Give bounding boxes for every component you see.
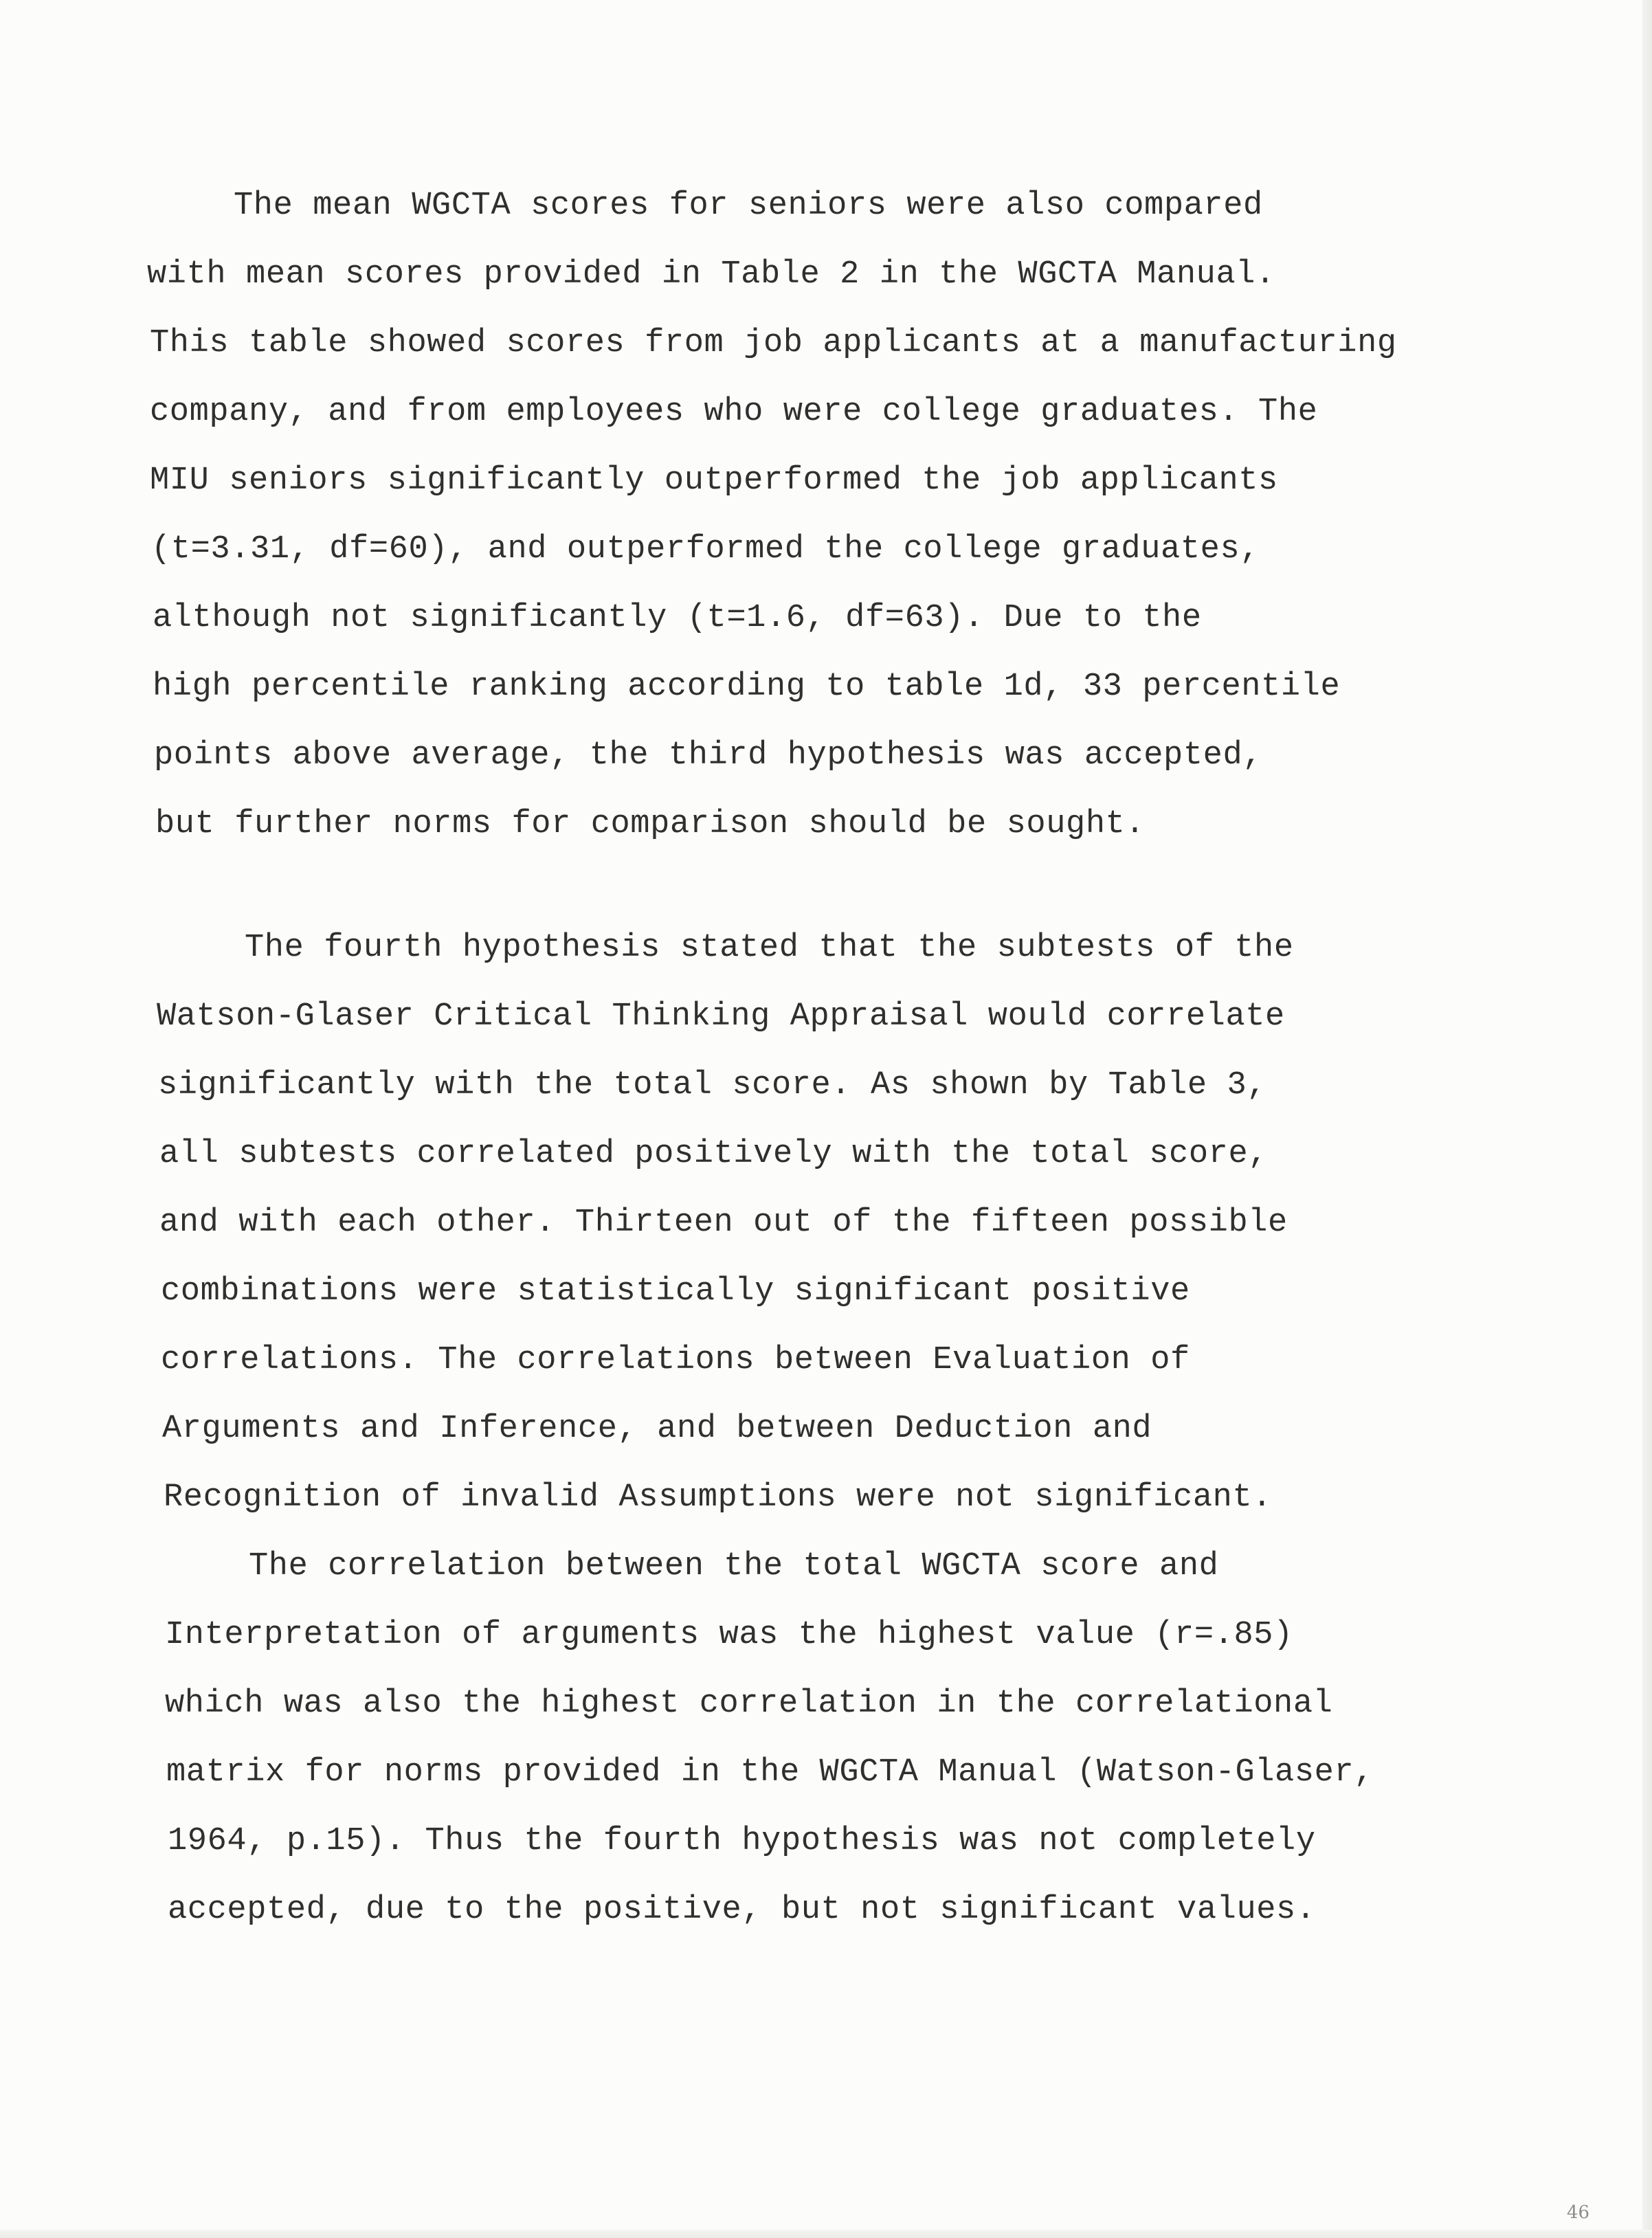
text-line: Watson-Glaser Critical Thinking Appraisal would correlate: [157, 998, 1285, 1035]
page-number: 46: [1567, 2202, 1590, 2223]
text-line: which was also the highest correlation in the correlational: [165, 1686, 1333, 1722]
text-line: MIU seniors significantly outperformed the job applicants: [150, 462, 1278, 499]
text-line: 1964, p.15). Thus the fourth hypothesis was not completely: [168, 1823, 1316, 1859]
text-line: but further norms for comparison should be sought.: [155, 806, 1146, 842]
text-line: combinations were statistically significant positive: [161, 1273, 1190, 1310]
text-line: although not significantly (t=1.6, df=63). Due to the: [153, 600, 1202, 636]
text-line: company, and from employees who were college graduates. The: [150, 394, 1318, 430]
text-line: This table showed scores from job applicants at a manufacturing: [150, 325, 1397, 361]
text-line: with mean scores provided in Table 2 in the WGCTA Manual.: [147, 256, 1275, 293]
text-line: (t=3.31, df=60), and outperformed the college graduates,: [151, 531, 1260, 568]
text-line: The correlation between the total WGCTA score and: [249, 1548, 1219, 1585]
text-line: accepted, due to the positive, but not significant values.: [168, 1892, 1316, 1928]
text-line: and with each other. Thirteen out of the fifteen possible: [159, 1205, 1288, 1241]
text-line: significantly with the total score. As shown by Table 3,: [158, 1067, 1267, 1104]
text-line: matrix for norms provided in the WGCTA Manual (Watson-Glaser,: [166, 1754, 1374, 1791]
text-line: The fourth hypothesis stated that the subtests of the: [245, 930, 1294, 966]
text-line: correlations. The correlations between Evaluation of: [161, 1342, 1190, 1378]
text-line: all subtests correlated positively with the total score,: [159, 1136, 1269, 1172]
text-line: The mean WGCTA scores for seniors were also compared: [234, 188, 1263, 224]
text-line: points above average, the third hypothesis was accepted,: [154, 737, 1263, 774]
text-line: Recognition of invalid Assumptions were not significant.: [164, 1479, 1273, 1516]
text-line: Arguments and Inference, and between Deduction and: [162, 1411, 1152, 1447]
text-line: high percentile ranking according to table 1d, 33 percentile: [153, 669, 1341, 705]
text-line: Interpretation of arguments was the highest value (r=.85): [165, 1617, 1293, 1653]
